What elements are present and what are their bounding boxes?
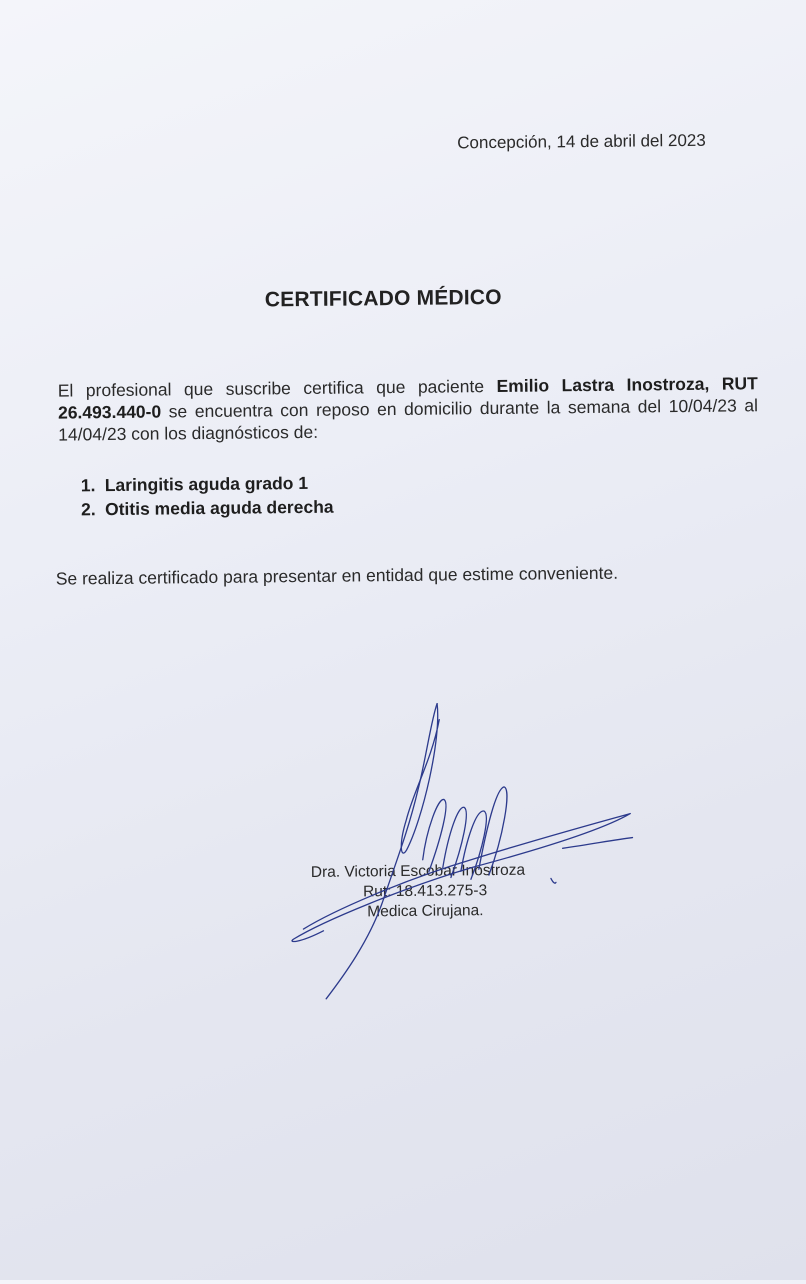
certificate-paragraph — [58, 372, 759, 445]
diagnosis-number: 2. — [80, 499, 96, 520]
place-date: Concepción, 14 de abril del 2023 — [457, 130, 706, 153]
diagnosis-text: Otitis media aguda derecha — [104, 496, 334, 520]
paragraph-rest: se encuentra con reposo en domicilio durante la semana del 10/04/23 al 14/04/23 con los diagnósticos de: — [58, 395, 759, 445]
paragraph-intro: El profesional que suscribe certifica que paciente — [57, 375, 497, 401]
signatory-block — [311, 861, 526, 923]
diagnosis-text: Laringitis aguda grado 1 — [104, 472, 309, 496]
diagnosis-list — [81, 471, 334, 522]
document-title: CERTIFICADO MÉDICO — [264, 285, 502, 312]
patient-name-rut: Emilio Lastra Inostroza, RUT 26.493.440-0 — [57, 373, 758, 423]
signatory-rut: Rut: 18.413.275-3 — [362, 882, 488, 901]
closing-statement: Se realiza certificado para presentar en entidad que estime conveniente. — [55, 562, 619, 589]
list-item — [81, 495, 334, 522]
diagnosis-number: 1. — [80, 475, 96, 496]
list-item — [81, 471, 334, 498]
signatory-role: Medica Cirujana. — [367, 902, 484, 921]
signatory-name: Dra. Victoria Escobar Inostroza — [310, 861, 526, 881]
